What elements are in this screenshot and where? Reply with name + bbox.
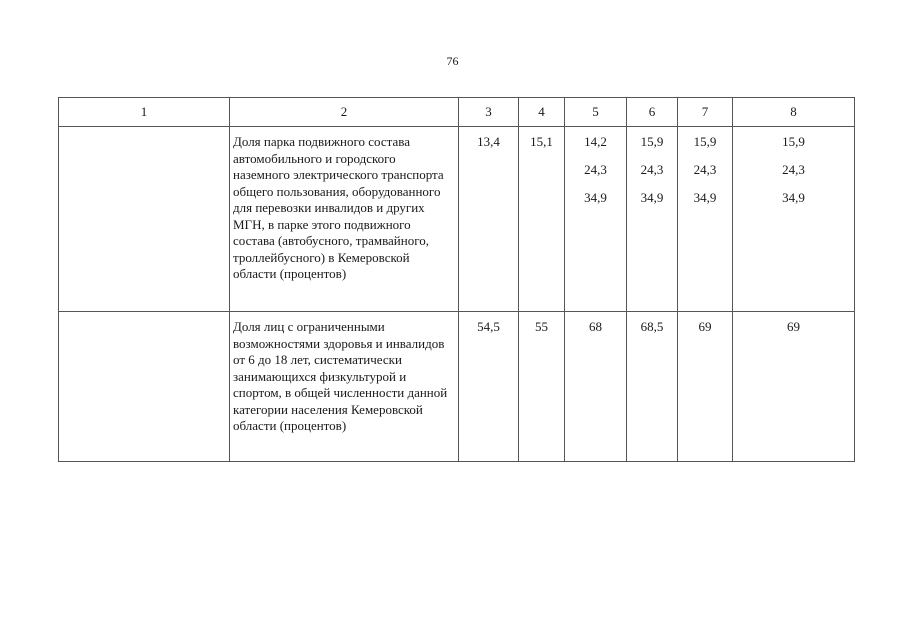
value-line: 14,2 — [584, 134, 607, 149]
value-line: 24,3 — [693, 162, 717, 177]
header-cell-7: 7 — [678, 98, 733, 127]
value-line: 34,9 — [584, 190, 607, 205]
row-number-cell — [59, 127, 230, 312]
value-line: 24,3 — [640, 162, 664, 177]
value-cell-col7 — [678, 312, 733, 462]
header-cell-4: 4 — [519, 98, 565, 127]
value-cell-col5 — [565, 312, 627, 462]
value-line: 34,9 — [640, 190, 664, 205]
value-cell-col6 — [627, 312, 678, 462]
table-row — [59, 127, 855, 312]
header-cell-1: 1 — [59, 98, 230, 127]
value-cell-col5 — [565, 127, 627, 312]
header-cell-8: 8 — [733, 98, 855, 127]
value-cell-col3 — [459, 127, 519, 312]
page-number: 76 — [446, 54, 459, 68]
value-line: 55 — [535, 319, 548, 334]
value-line: 15,1 — [530, 134, 553, 149]
value-line: 24,3 — [584, 162, 607, 177]
value-line: 69 — [787, 319, 800, 334]
header-cell-6: 6 — [627, 98, 678, 127]
header-cell-2: 2 — [230, 98, 459, 127]
header-cell-3: 3 — [459, 98, 519, 127]
row-number-cell — [59, 312, 230, 462]
value-line: 24,3 — [782, 162, 805, 177]
value-line: 34,9 — [782, 190, 805, 205]
value-cell-col4 — [519, 312, 565, 462]
value-line: 15,9 — [782, 134, 805, 149]
value-line: 54,5 — [477, 319, 500, 334]
indicators-table — [58, 97, 855, 462]
value-line: 68,5 — [640, 319, 664, 334]
value-line: 13,4 — [477, 134, 500, 149]
header-cell-5: 5 — [565, 98, 627, 127]
value-line: 15,9 — [640, 134, 664, 149]
value-cell-col6 — [627, 127, 678, 312]
value-cell-col8 — [733, 312, 855, 462]
table-header-row — [59, 98, 855, 127]
indicator-name-cell: Доля парка подвижного состава автомобильного и городского наземного электрического транспорта общего пользования, оборудованного для перевозки инвалидов и других МГН, в парке этого подвижного состава (автобусного, трамвайного, троллейбусного) в Кемеровской области (процентов) — [230, 127, 459, 312]
value-cell-col7 — [678, 127, 733, 312]
indicator-name-cell: Доля лиц с ограниченными возможностями здоровья и инвалидов от 6 до 18 лет, систематически занимающихся физкультурой и спортом, в общей численности данной категории населения Кемеровской области (процентов) — [230, 312, 459, 462]
value-line: 69 — [698, 319, 712, 334]
value-line: 15,9 — [693, 134, 717, 149]
value-line: 34,9 — [693, 190, 717, 205]
value-line: 68 — [589, 319, 602, 334]
table-row — [59, 312, 855, 462]
value-cell-col3 — [459, 312, 519, 462]
value-cell-col4 — [519, 127, 565, 312]
value-cell-col8 — [733, 127, 855, 312]
